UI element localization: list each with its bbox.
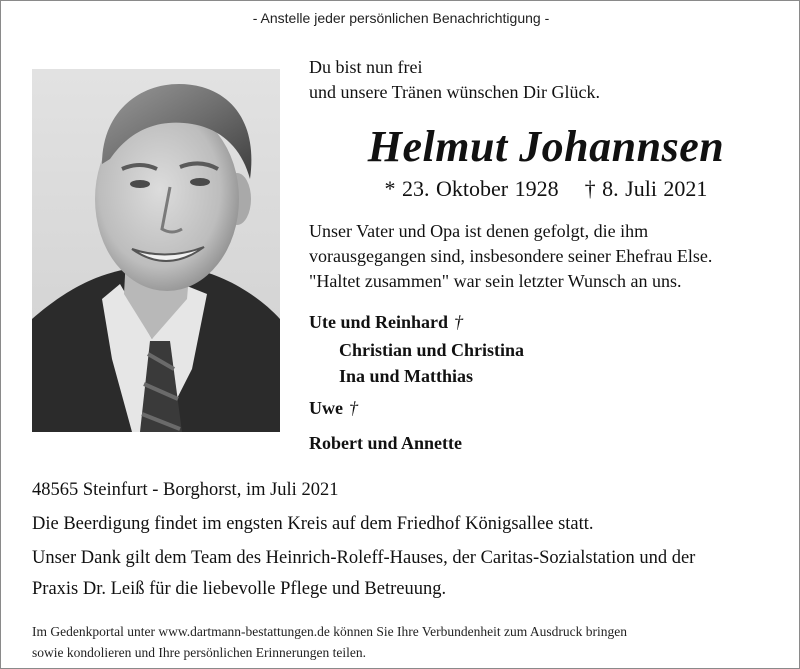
memorial-portal-note: [32, 621, 627, 663]
family-member: Christian und Christina: [339, 340, 525, 360]
poem-line-2: und unsere Tränen wünschen Dir Glück.: [309, 82, 600, 102]
family-member: Uwe †: [309, 398, 358, 418]
family-member: Ute und Reinhard †: [309, 312, 464, 332]
deceased-name: Helmut Johannsen: [367, 122, 725, 171]
cross-icon: †: [454, 312, 464, 332]
message-line-2: vorausgegangen sind, insbesondere seiner Ehefrau Else.: [309, 246, 713, 266]
family-member: Robert und Annette: [309, 433, 463, 453]
message-line-1: Unser Vater und Opa ist denen gefolgt, die ihm: [309, 221, 649, 241]
footer-line-1: Im Gedenkportal unter www.dartmann-bestattungen.de können Sie Ihre Verbundenheit zum Ausdruck bringen: [32, 624, 627, 639]
footer-line-2: sowie kondolieren und Ihre persönlichen Erinnerungen teilen.: [32, 645, 367, 660]
death-date: † 8. Juli 2021: [584, 176, 708, 201]
message-line-3: "Haltet zusammen" war sein letzter Wunsch an uns.: [309, 271, 682, 291]
birth-date: * 23. Oktober 1928: [384, 176, 559, 201]
poem-line-1: Du bist nun frei: [309, 57, 423, 77]
notice-header: - Anstelle jeder persönlichen Benachrichtigung -: [252, 10, 550, 26]
thanks-line-2: Praxis Dr. Leiß für die liebevolle Pflege und Betreuung.: [32, 579, 447, 599]
funeral-notice: Die Beerdigung findet im engsten Kreis auf dem Friedhof Königsallee statt.: [32, 514, 594, 534]
poem: [309, 55, 600, 105]
family-message: [309, 219, 712, 294]
thanks-line-1: Unser Dank gilt dem Team des Heinrich-Roleff-Hauses, der Caritas-Sozialstation und der: [32, 548, 696, 568]
cross-icon: †: [349, 398, 358, 418]
location-date: 48565 Steinfurt - Borghorst, im Juli 2021: [32, 480, 339, 500]
life-dates: [291, 176, 800, 202]
family-member: Ina und Matthias: [339, 366, 474, 386]
portrait-photo: [32, 69, 280, 432]
